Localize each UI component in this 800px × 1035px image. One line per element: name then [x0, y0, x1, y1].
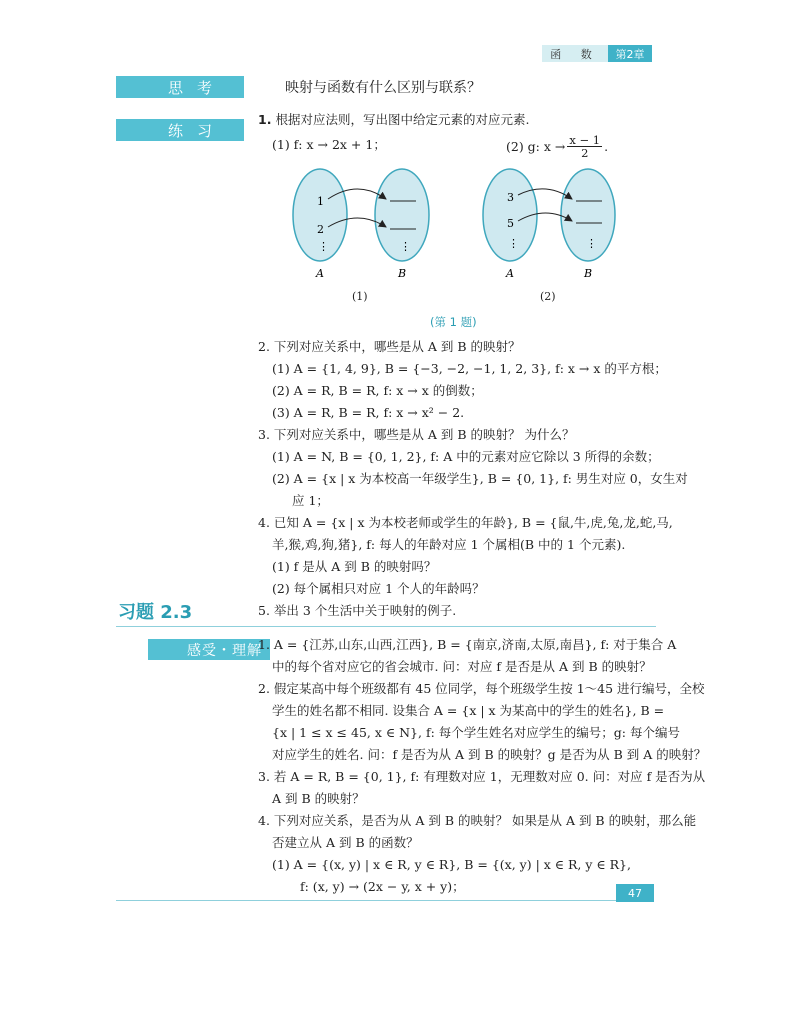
exercise-line: 2. 假定某高中每个班级都有 45 位同学，每个班级学生按 1～45 进行编号，全校	[258, 681, 705, 696]
element-3: 3	[507, 191, 514, 204]
element-ellipsis: ⋮	[508, 237, 519, 250]
exercise-line: 对应学生的姓名. 问：f 是否为从 A 到 B 的映射？g 是否为从 B 到 A 的映射？	[272, 747, 707, 762]
think-tab: 思考	[116, 76, 244, 98]
practice-line: 2. 下列对应关系中，哪些是从 A 到 B 的映射？	[258, 339, 521, 354]
section-divider	[116, 626, 656, 627]
q1-number: 1.	[258, 112, 272, 127]
exercise-line: (1) A = {(x, y) | x ∈ R, y ∈ R}, B = {(x, y) | x ∈ R, y ∈ R},	[272, 857, 631, 872]
q1-line	[258, 109, 529, 131]
footer-divider	[116, 900, 616, 901]
practice-line: (3) A = R, B = R, f: x → x² − 2.	[272, 405, 465, 420]
practice-line: 应 1；	[292, 493, 329, 508]
fraction-denominator: 2	[581, 146, 589, 160]
exercise-line: f: (x, y) → (2x − y, x + y)；	[300, 879, 465, 894]
fraction	[567, 134, 602, 159]
practice-line: 3. 下列对应关系中，哪些是从 A 到 B 的映射？ 为什么？	[258, 427, 575, 442]
element-5: 5	[507, 217, 514, 230]
practice-line: (2) A = R, B = R, f: x → x 的倒数；	[272, 383, 483, 398]
section-title: 习题 2.3	[118, 602, 193, 623]
q1-part2	[506, 134, 608, 159]
set-b-label: B	[398, 267, 407, 280]
exercise-line: 4. 下列对应关系，是否为从 A 到 B 的映射？ 如果是从 A 到 B 的映射，那么能	[258, 813, 697, 828]
mapping-diagram-2	[470, 165, 630, 300]
practice-line: (1) A = {1, 4, 9}, B = {−3, −2, −1, 1, 2, 3}, f: x → x 的平方根；	[272, 361, 667, 376]
practice-line: (1) A = N, B = {0, 1, 2}, f: A 中的元素对应它除以 3 所得的余数；	[272, 449, 660, 464]
set-a-label: A	[316, 267, 324, 280]
section-label: 第2章	[608, 45, 652, 62]
think-question: 映射与函数有什么区别与联系？	[285, 80, 481, 96]
practice-line: 4. 已知 A = {x | x 为本校老师或学生的年龄}, B = {鼠,牛,虎,兔,龙,蛇,马,	[258, 515, 673, 530]
practice-tab: 练习	[116, 119, 244, 141]
mapping-diagram-1	[280, 165, 440, 300]
set-a-label: A	[506, 267, 514, 280]
feel-understand-tab: 感受・理解	[148, 639, 270, 660]
exercise-line: A 到 B 的映射？	[272, 791, 365, 806]
page-number: 47	[616, 884, 654, 902]
q1-part2-prefix: (2) g: x →	[506, 138, 566, 154]
practice-line: (2) 每个属相只对应 1 个人的年龄吗？	[272, 581, 485, 596]
page-header	[542, 45, 652, 62]
exercise-line: 3. 若 A = R, B = {0, 1}, f: 有理数对应 1，无理数对应 0. 问：对应 f 是否为从	[258, 769, 706, 784]
element-ellipsis: ⋮	[318, 240, 329, 253]
figure-caption: (第 1 题)	[430, 315, 477, 329]
exercise-line: 学生的姓名都不相同. 设集合 A = {x | x 为某高中的学生的姓名}, B =	[272, 703, 665, 718]
chapter-label: 函 数	[542, 45, 608, 62]
exercise-line: {x | 1 ≤ x ≤ 45, x ∈ N}, f: 每个学生姓名对应学生的编号；g: 每个编号	[272, 725, 680, 740]
element-2: 2	[317, 223, 324, 236]
figure-1-label: (1)	[352, 290, 368, 303]
practice-line: 5. 举出 3 个生活中关于映射的例子.	[258, 603, 457, 618]
exercise-line: 1. A = {江苏,山东,山西,江西}, B = {南京,济南,太原,南昌}, f: 对于集合 A	[258, 637, 677, 652]
q1-part2-suffix: .	[604, 138, 609, 154]
exercise-line: 否建立从 A 到 B 的函数？	[272, 835, 419, 850]
q1-text: 根据对应法则，写出图中给定元素的对应元素.	[275, 112, 530, 127]
set-b-label: B	[584, 267, 593, 280]
practice-line: (2) A = {x | x 为本校高一年级学生}, B = {0, 1}, f: 男生对应 0，女生对	[272, 471, 688, 486]
q1-part1: (1) f: x → 2x + 1；	[272, 137, 386, 152]
figure-2-label: (2)	[540, 290, 556, 303]
element-1: 1	[317, 195, 324, 208]
fraction-numerator: x − 1	[569, 133, 601, 147]
exercise-line: 中的每个省对应它的省会城市. 问：对应 f 是否是从 A 到 B 的映射？	[272, 659, 652, 674]
practice-line: (1) f 是从 A 到 B 的映射吗？	[272, 559, 437, 574]
practice-line: 羊,猴,鸡,狗,猪}, f: 每人的年龄对应 1 个属相(B 中的 1 个元素).	[272, 537, 626, 552]
blank-ellipsis: ⋮	[400, 240, 411, 253]
blank-ellipsis: ⋮	[586, 237, 597, 250]
